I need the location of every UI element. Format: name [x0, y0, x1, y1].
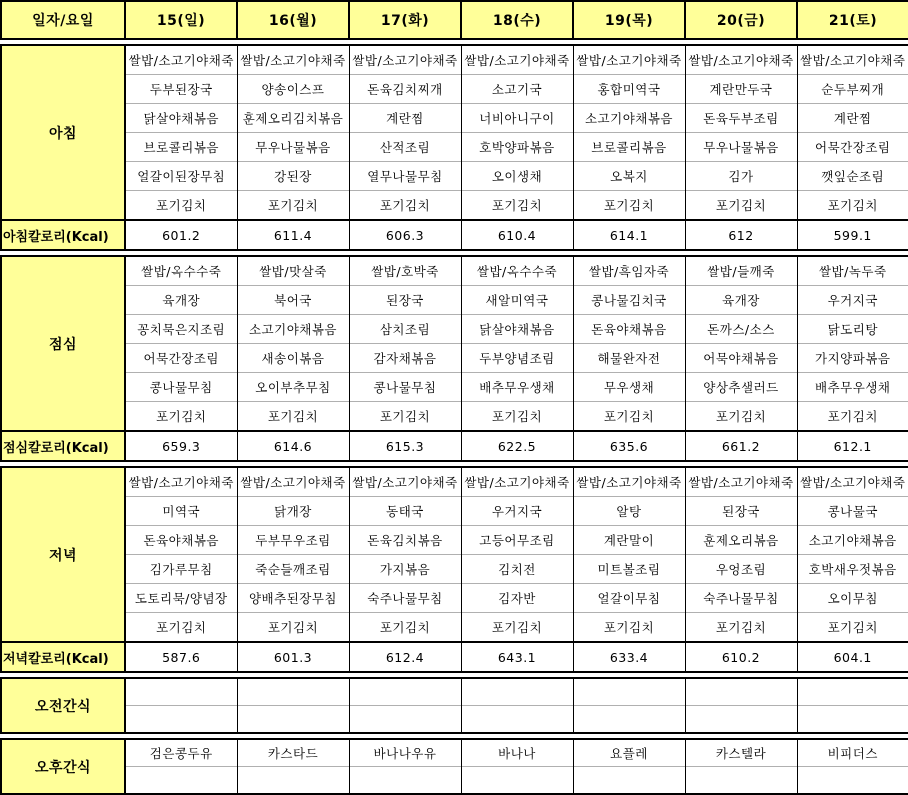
- dinner-menu-item: 쌀밥/소고기야채죽: [125, 467, 237, 497]
- lunch-menu-item: 닭도리탕: [797, 315, 908, 344]
- dinner-menu-row: [1, 467, 908, 497]
- breakfast-menu-item: 쌀밥/소고기야채죽: [349, 45, 461, 75]
- breakfast-menu-item: 브로콜리볶음: [573, 133, 685, 162]
- dinner-menu-item: 계란말이: [573, 526, 685, 555]
- lunch-menu-item: 콩나물무침: [349, 373, 461, 402]
- breakfast-menu-item: 포기김치: [461, 191, 573, 221]
- dinner-calorie-value: 612.4: [349, 642, 461, 672]
- breakfast-menu-item: 훈제오리김치볶음: [237, 104, 349, 133]
- breakfast-menu-item: 포기김치: [797, 191, 908, 221]
- dinner-menu-item: 김가루무침: [125, 555, 237, 584]
- lunch-calorie-label: 점심칼로리(Kcal): [1, 431, 125, 461]
- lunch-menu-item: 무우생채: [573, 373, 685, 402]
- dinner-label: 저녁: [1, 467, 125, 642]
- afternoon-snack-menu-item: [237, 767, 349, 795]
- morning-snack-menu-item: [797, 678, 908, 706]
- breakfast-menu-item: 무우나물볶음: [685, 133, 797, 162]
- morning-snack-label: 오전간식: [1, 678, 125, 733]
- dinner-menu-item: 쌀밥/소고기야채죽: [461, 467, 573, 497]
- afternoon-snack-menu-item: 검은콩두유: [125, 739, 237, 767]
- dinner-calorie-value: 604.1: [797, 642, 908, 672]
- dinner-calorie-value: 601.3: [237, 642, 349, 672]
- lunch-menu-item: 꽁치묵은지조림: [125, 315, 237, 344]
- lunch-menu-item: 쌀밥/옥수수죽: [461, 256, 573, 286]
- dinner-menu-item: 알탕: [573, 497, 685, 526]
- afternoon-snack-label: 오후간식: [1, 739, 125, 794]
- breakfast-menu-item: 김가: [685, 162, 797, 191]
- lunch-calorie-value: 612.1: [797, 431, 908, 461]
- dinner-menu-item: 미역국: [125, 497, 237, 526]
- breakfast-calorie-label: 아침칼로리(Kcal): [1, 220, 125, 250]
- breakfast-menu-item: 두부된장국: [125, 75, 237, 104]
- lunch-menu-item: 배추무우생채: [461, 373, 573, 402]
- header-day: 21(토): [797, 1, 908, 39]
- breakfast-menu-item: 소고기국: [461, 75, 573, 104]
- breakfast-menu-item: 포기김치: [573, 191, 685, 221]
- dinner-menu-item: 포기김치: [125, 613, 237, 643]
- dinner-menu-item: 훈제오리볶음: [685, 526, 797, 555]
- breakfast-menu-item: 포기김치: [237, 191, 349, 221]
- dinner-menu-item: 쌀밥/소고기야채죽: [349, 467, 461, 497]
- breakfast-calorie-value: 614.1: [573, 220, 685, 250]
- breakfast-menu-item: 무우나물볶음: [237, 133, 349, 162]
- breakfast-menu-item: 돈육두부조림: [685, 104, 797, 133]
- lunch-menu-item: 포기김치: [125, 402, 237, 432]
- lunch-menu-item: 어묵야채볶음: [685, 344, 797, 373]
- lunch-menu-item: 쌀밥/들깨죽: [685, 256, 797, 286]
- dinner-menu-row: [1, 584, 908, 613]
- breakfast-menu-row: [1, 162, 908, 191]
- morning-snack-menu-item: [461, 706, 573, 734]
- header-day: 18(수): [461, 1, 573, 39]
- morning-snack-menu-item: [237, 678, 349, 706]
- breakfast-calorie-value: 601.2: [125, 220, 237, 250]
- afternoon-snack-menu-row: [1, 767, 908, 795]
- lunch-menu-item: 쌀밥/옥수수죽: [125, 256, 237, 286]
- lunch-menu-item: 어묵간장조림: [125, 344, 237, 373]
- morning-snack-menu-item: [685, 678, 797, 706]
- dinner-menu-row: [1, 555, 908, 584]
- lunch-menu-item: 쌀밥/호박죽: [349, 256, 461, 286]
- lunch-menu-item: 포기김치: [685, 402, 797, 432]
- lunch-menu-row: [1, 256, 908, 286]
- morning-snack-menu-item: [573, 706, 685, 734]
- lunch-menu-row: [1, 344, 908, 373]
- breakfast-menu-row: [1, 191, 908, 221]
- afternoon-snack-menu-item: [461, 767, 573, 795]
- lunch-menu-item: 해물완자전: [573, 344, 685, 373]
- breakfast-menu-item: 쌀밥/소고기야채죽: [573, 45, 685, 75]
- dinner-menu-item: 호박새우젓볶음: [797, 555, 908, 584]
- breakfast-menu-item: 오이생채: [461, 162, 573, 191]
- lunch-menu-row: [1, 373, 908, 402]
- dinner-menu-item: 돈육야채볶음: [125, 526, 237, 555]
- lunch-menu-item: 북어국: [237, 286, 349, 315]
- breakfast-calorie-value: 599.1: [797, 220, 908, 250]
- afternoon-snack-menu-item: 바나나우유: [349, 739, 461, 767]
- lunch-menu-item: 포기김치: [573, 402, 685, 432]
- lunch-menu-item: 닭살야채볶음: [461, 315, 573, 344]
- morning-snack-menu-item: [461, 678, 573, 706]
- breakfast-menu-item: 양송이스프: [237, 75, 349, 104]
- breakfast-menu-item: 쌀밥/소고기야채죽: [685, 45, 797, 75]
- lunch-label: 점심: [1, 256, 125, 431]
- dinner-menu-item: 쌀밥/소고기야채죽: [573, 467, 685, 497]
- lunch-calorie-value: 635.6: [573, 431, 685, 461]
- dinner-menu-item: 포기김치: [349, 613, 461, 643]
- afternoon-snack-menu-item: [685, 767, 797, 795]
- breakfast-menu-row: [1, 133, 908, 162]
- lunch-menu-item: 새송이볶음: [237, 344, 349, 373]
- lunch-menu-item: 포기김치: [349, 402, 461, 432]
- dinner-menu-item: 양배추된장무침: [237, 584, 349, 613]
- breakfast-menu-item: 순두부찌개: [797, 75, 908, 104]
- dinner-calorie-value: 610.2: [685, 642, 797, 672]
- breakfast-label: 아침: [1, 45, 125, 220]
- lunch-menu-item: 포기김치: [797, 402, 908, 432]
- morning-snack-menu-item: [237, 706, 349, 734]
- afternoon-snack-menu-item: 비피더스: [797, 739, 908, 767]
- dinner-menu-item: 숙주나물무침: [349, 584, 461, 613]
- lunch-menu-item: 돈육야채볶음: [573, 315, 685, 344]
- dinner-menu-item: 김자반: [461, 584, 573, 613]
- dinner-menu-item: 죽순들깨조림: [237, 555, 349, 584]
- breakfast-menu-item: 포기김치: [349, 191, 461, 221]
- dinner-menu-item: 포기김치: [573, 613, 685, 643]
- breakfast-menu-item: 오복지: [573, 162, 685, 191]
- breakfast-menu-item: 산적조림: [349, 133, 461, 162]
- breakfast-menu-item: 강된장: [237, 162, 349, 191]
- morning-snack-menu-row: [1, 706, 908, 734]
- lunch-menu-item: 콩나물무침: [125, 373, 237, 402]
- lunch-menu-row: [1, 315, 908, 344]
- afternoon-snack-menu-item: 바나나: [461, 739, 573, 767]
- breakfast-menu-item: 얼갈이된장무침: [125, 162, 237, 191]
- dinner-menu-item: 포기김치: [461, 613, 573, 643]
- header-row: [1, 1, 908, 39]
- lunch-menu-item: 쌀밥/흑임자죽: [573, 256, 685, 286]
- dinner-menu-item: 쌀밥/소고기야채죽: [797, 467, 908, 497]
- lunch-menu-row: [1, 286, 908, 315]
- header-day: 16(월): [237, 1, 349, 39]
- afternoon-snack-menu-item: [349, 767, 461, 795]
- dinner-menu-item: 두부무우조림: [237, 526, 349, 555]
- dinner-menu-item: 포기김치: [797, 613, 908, 643]
- lunch-calorie-value: 659.3: [125, 431, 237, 461]
- lunch-menu-item: 쌀밥/맛살죽: [237, 256, 349, 286]
- dinner-menu-row: [1, 497, 908, 526]
- lunch-menu-row: [1, 402, 908, 432]
- dinner-menu-item: 포기김치: [685, 613, 797, 643]
- dinner-menu-item: 김치전: [461, 555, 573, 584]
- dinner-menu-row: [1, 613, 908, 643]
- breakfast-menu-item: 열무나물무침: [349, 162, 461, 191]
- morning-snack-menu-row: [1, 678, 908, 706]
- lunch-menu-item: 배추무우생채: [797, 373, 908, 402]
- afternoon-snack-menu-item: [125, 767, 237, 795]
- breakfast-menu-item: 홍합미역국: [573, 75, 685, 104]
- breakfast-menu-item: 계란찜: [349, 104, 461, 133]
- morning-snack-menu-item: [573, 678, 685, 706]
- lunch-menu-item: 감자채볶음: [349, 344, 461, 373]
- dinner-menu-item: 숙주나물무침: [685, 584, 797, 613]
- lunch-menu-item: 포기김치: [461, 402, 573, 432]
- breakfast-calorie-row: [1, 220, 908, 250]
- lunch-menu-item: 콩나물김치국: [573, 286, 685, 315]
- afternoon-snack-menu-item: [797, 767, 908, 795]
- breakfast-menu-item: 돈육김치찌개: [349, 75, 461, 104]
- morning-snack-menu-item: [797, 706, 908, 734]
- header-day: 19(목): [573, 1, 685, 39]
- lunch-menu-item: 돈까스/소스: [685, 315, 797, 344]
- afternoon-snack-menu-row: [1, 739, 908, 767]
- dinner-menu-item: 닭개장: [237, 497, 349, 526]
- morning-snack-menu-item: [349, 678, 461, 706]
- breakfast-menu-item: 계란찜: [797, 104, 908, 133]
- breakfast-menu-item: 쌀밥/소고기야채죽: [797, 45, 908, 75]
- morning-snack-menu-item: [125, 706, 237, 734]
- lunch-calorie-value: 614.6: [237, 431, 349, 461]
- breakfast-calorie-value: 612: [685, 220, 797, 250]
- lunch-menu-item: 두부양념조림: [461, 344, 573, 373]
- morning-snack-menu-item: [125, 678, 237, 706]
- dinner-menu-item: 동태국: [349, 497, 461, 526]
- dinner-menu-row: [1, 526, 908, 555]
- dinner-menu-item: 쌀밥/소고기야채죽: [237, 467, 349, 497]
- lunch-menu-item: 육개장: [685, 286, 797, 315]
- dinner-menu-item: 된장국: [685, 497, 797, 526]
- breakfast-menu-item: 쌀밥/소고기야채죽: [237, 45, 349, 75]
- breakfast-calorie-value: 611.4: [237, 220, 349, 250]
- dinner-calorie-value: 633.4: [573, 642, 685, 672]
- lunch-menu-item: 소고기야채볶음: [237, 315, 349, 344]
- breakfast-calorie-value: 606.3: [349, 220, 461, 250]
- lunch-menu-item: 우거지국: [797, 286, 908, 315]
- breakfast-menu-item: 어묵간장조림: [797, 133, 908, 162]
- lunch-calorie-value: 615.3: [349, 431, 461, 461]
- afternoon-snack-menu-item: 요플레: [573, 739, 685, 767]
- lunch-menu-item: 새알미역국: [461, 286, 573, 315]
- dinner-menu-item: 가지볶음: [349, 555, 461, 584]
- lunch-menu-item: 쌀밥/녹두죽: [797, 256, 908, 286]
- dinner-menu-item: 포기김치: [237, 613, 349, 643]
- lunch-menu-item: 가지양파볶음: [797, 344, 908, 373]
- dinner-menu-item: 고등어무조림: [461, 526, 573, 555]
- dinner-menu-item: 도토리묵/양념장: [125, 584, 237, 613]
- lunch-menu-item: 삼치조림: [349, 315, 461, 344]
- breakfast-menu-item: 호박양파볶음: [461, 133, 573, 162]
- dinner-menu-item: 우거지국: [461, 497, 573, 526]
- breakfast-menu-item: 브로콜리볶음: [125, 133, 237, 162]
- header-day: 20(금): [685, 1, 797, 39]
- dinner-calorie-row: [1, 642, 908, 672]
- breakfast-menu-item: 소고기야채볶음: [573, 104, 685, 133]
- dinner-menu-item: 콩나물국: [797, 497, 908, 526]
- dinner-calorie-value: 587.6: [125, 642, 237, 672]
- afternoon-snack-menu-item: 카스텔라: [685, 739, 797, 767]
- breakfast-menu-row: [1, 104, 908, 133]
- breakfast-menu-item: 계란만두국: [685, 75, 797, 104]
- breakfast-menu-item: 쌀밥/소고기야채죽: [461, 45, 573, 75]
- lunch-menu-item: 오이부추무침: [237, 373, 349, 402]
- dinner-calorie-label: 저녁칼로리(Kcal): [1, 642, 125, 672]
- dinner-menu-item: 오이무침: [797, 584, 908, 613]
- breakfast-menu-item: 포기김치: [125, 191, 237, 221]
- breakfast-calorie-value: 610.4: [461, 220, 573, 250]
- lunch-calorie-value: 661.2: [685, 431, 797, 461]
- dinner-menu-item: 소고기야채볶음: [797, 526, 908, 555]
- lunch-calorie-value: 622.5: [461, 431, 573, 461]
- lunch-menu-item: 육개장: [125, 286, 237, 315]
- lunch-menu-item: 포기김치: [237, 402, 349, 432]
- lunch-menu-item: 된장국: [349, 286, 461, 315]
- dinner-menu-item: 돈육김치볶음: [349, 526, 461, 555]
- breakfast-menu-item: 쌀밥/소고기야채죽: [125, 45, 237, 75]
- breakfast-menu-row: [1, 45, 908, 75]
- breakfast-menu-row: [1, 75, 908, 104]
- header-corner: 일자/요일: [1, 1, 125, 39]
- dinner-menu-item: 쌀밥/소고기야채죽: [685, 467, 797, 497]
- header-day: 17(화): [349, 1, 461, 39]
- lunch-calorie-row: [1, 431, 908, 461]
- dinner-calorie-value: 643.1: [461, 642, 573, 672]
- morning-snack-menu-item: [685, 706, 797, 734]
- dinner-menu-item: 우엉조림: [685, 555, 797, 584]
- dinner-menu-item: 얼갈이무침: [573, 584, 685, 613]
- afternoon-snack-menu-item: 카스타드: [237, 739, 349, 767]
- afternoon-snack-menu-item: [573, 767, 685, 795]
- breakfast-menu-item: 닭살야채볶음: [125, 104, 237, 133]
- breakfast-menu-item: 너비아니구이: [461, 104, 573, 133]
- breakfast-menu-item: 포기김치: [685, 191, 797, 221]
- breakfast-menu-item: 깻잎순조림: [797, 162, 908, 191]
- lunch-menu-item: 양상추샐러드: [685, 373, 797, 402]
- morning-snack-menu-item: [349, 706, 461, 734]
- header-day: 15(일): [125, 1, 237, 39]
- dinner-menu-item: 미트볼조림: [573, 555, 685, 584]
